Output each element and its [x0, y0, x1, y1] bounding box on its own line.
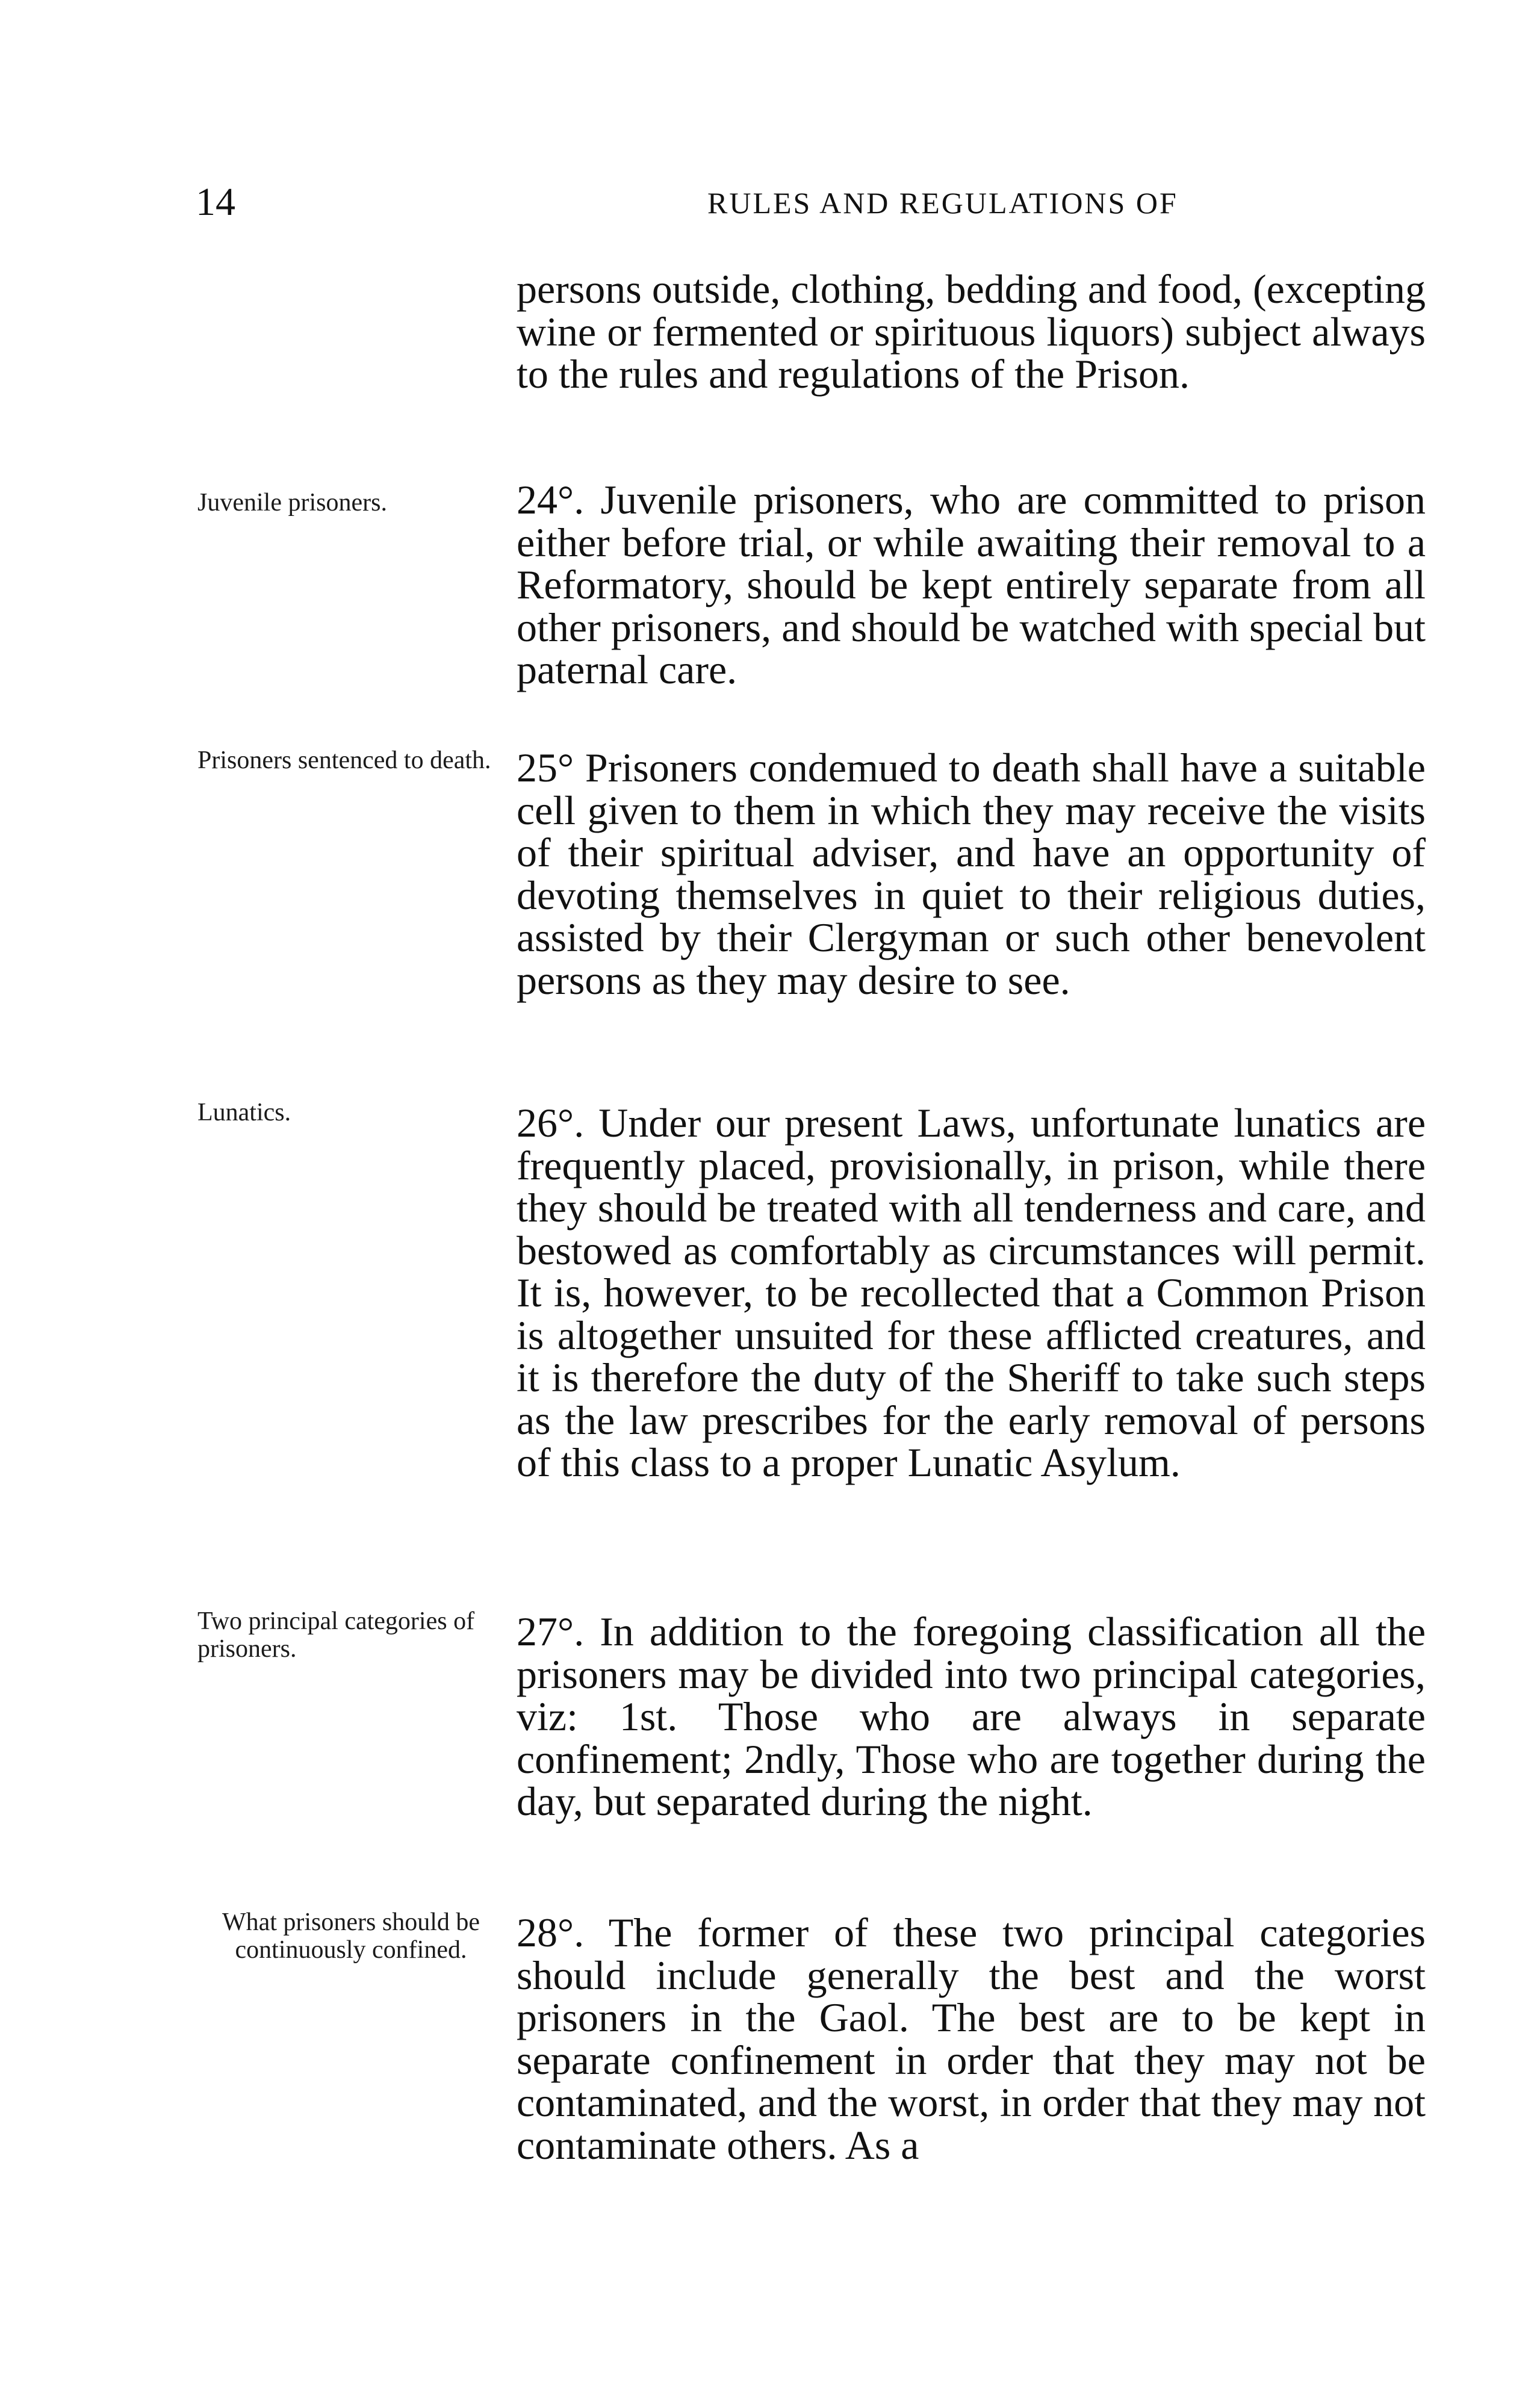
page-header	[196, 178, 1430, 226]
paragraph-28: 28°. The former of these two principal categories should include generally the best and the worst prisoners in the Gaol. The best are to be kept in separate confinement in order that they may not be contaminated, and the worst, in order that they may not contaminate others. As a	[517, 1910, 1426, 2168]
page-number: 14	[196, 180, 235, 224]
paragraph-continuation: persons outside, clothing, bedding and food, (excepting wine or fermented or spirituous liquors) subject always to the rules and regulations of the Prison.	[517, 266, 1426, 397]
sidenote-continuously-confined: What prisoners should be continuously confined.	[222, 1908, 480, 1964]
sidenote-juvenile-prisoners: Juvenile prisoners.	[197, 489, 387, 517]
sidenote-prisoners-sentenced-to-death: Prisoners sentenced to death.	[197, 747, 491, 774]
sidenote-lunatics: Lunatics.	[197, 1099, 291, 1126]
paragraph-24: 24°. Juvenile prisoners, who are committed to prison either before trial, or while awaiting their removal to a Reformatory, should be kept entirely separate from all other prisoners, and should be watched with special but paternal care.	[517, 477, 1426, 692]
paragraph-25: 25° Prisoners condemued to death shall have a suitable cell given to them in which they may receive the visits of their spiritual adviser, and have an opportunity of devoting themselves in quiet to their religious duties, assisted by their Clergyman or such other benevolent persons as they may desire to see.	[517, 745, 1426, 1003]
sidenote-two-principal-categories: Two principal categories of prisoners.	[197, 1607, 475, 1663]
paragraph-27: 27°. In addition to the foregoing classification all the prisoners may be divided into two principal categories, viz: 1st. Those who are always in separate confinement; 2ndly, Those who are together during the day, but separated during the night.	[517, 1609, 1426, 1824]
paragraph-26: 26°. Under our present Laws, unfortunate lunatics are frequently placed, provisionally, in prison, while there they should be treated with all tenderness and care, and bestowed as comfortably as circumstances will permit. It is, however, to be recollected that a Common Prison is altogether unsuited for these afflicted creatures, and it is therefore the duty of the Sheriff to take such steps as the law prescribes for the early removal of persons of this class to a proper Lunatic Asylum.	[517, 1100, 1426, 1485]
running-head: RULES AND REGULATIONS OF	[707, 186, 1178, 220]
